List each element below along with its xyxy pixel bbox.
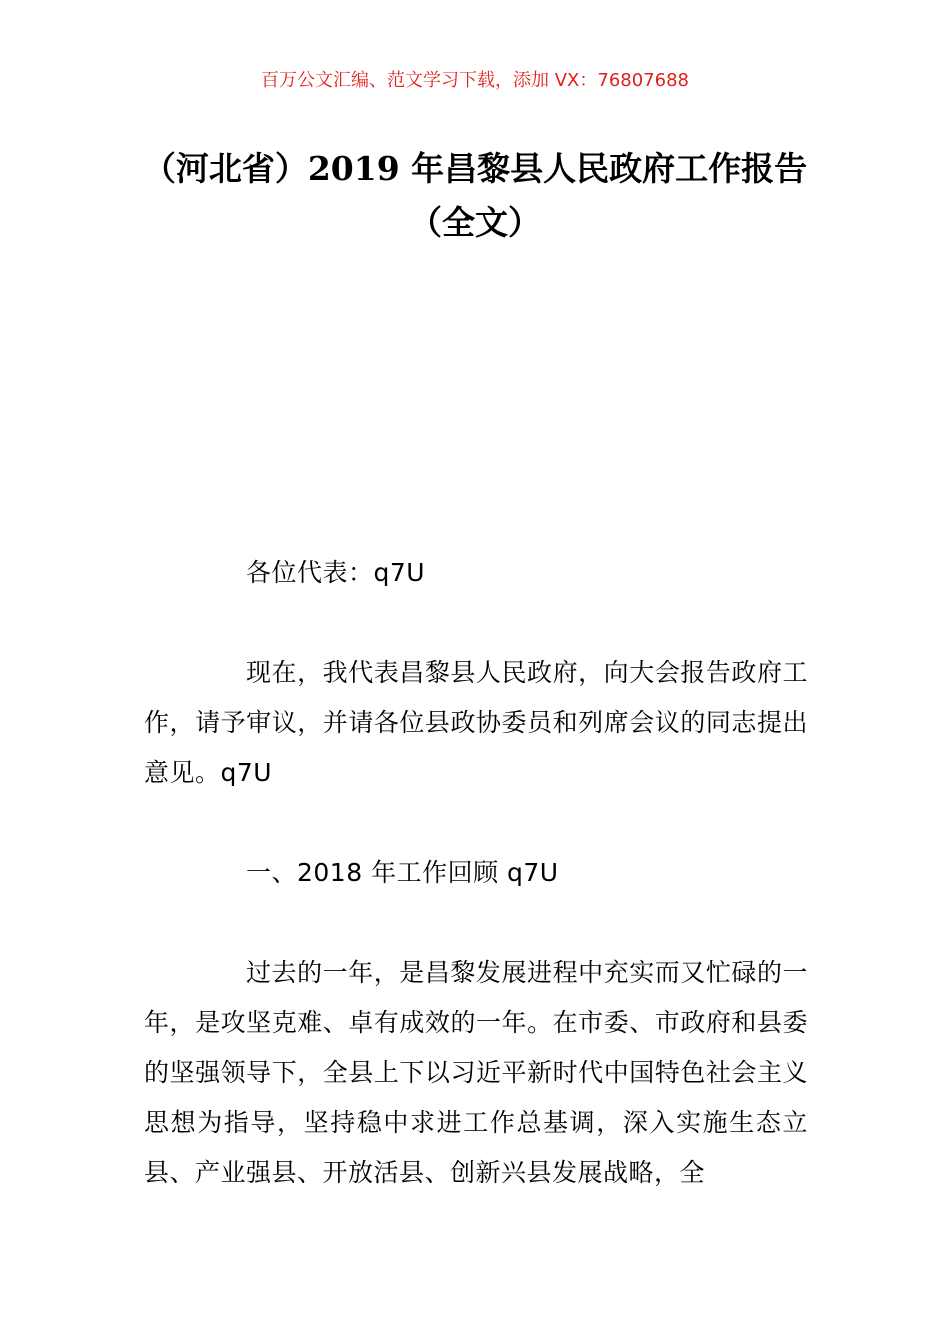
salutation-paragraph: 各位代表：q7U (246, 558, 426, 587)
review-paragraph: 过去的一年，是昌黎发展进程中充实而又忙碌的一年，是攻坚克难、卓有成效的一年。在市委、市政府和县委的坚强领导下，全县上下以习近平新时代中国特色社会主义思想为指导，坚持稳中求进工作总基调，深入实施生态立县、产业强县、开放活县、创新兴县发展战略，全 (144, 958, 808, 1187)
document-title: （河北省）2019 年昌黎县人民政府工作报告（全文） (142, 149, 808, 242)
section-heading: 一、2018 年工作回顾 q7U (246, 858, 559, 887)
header-note: 百万公文汇编、范文学习下载，添加 VX：76807688 (261, 70, 689, 91)
intro-paragraph: 现在，我代表昌黎县人民政府，向大会报告政府工作，请予审议，并请各位县政协委员和列席会议的同志提出意见。q7U (144, 658, 808, 787)
